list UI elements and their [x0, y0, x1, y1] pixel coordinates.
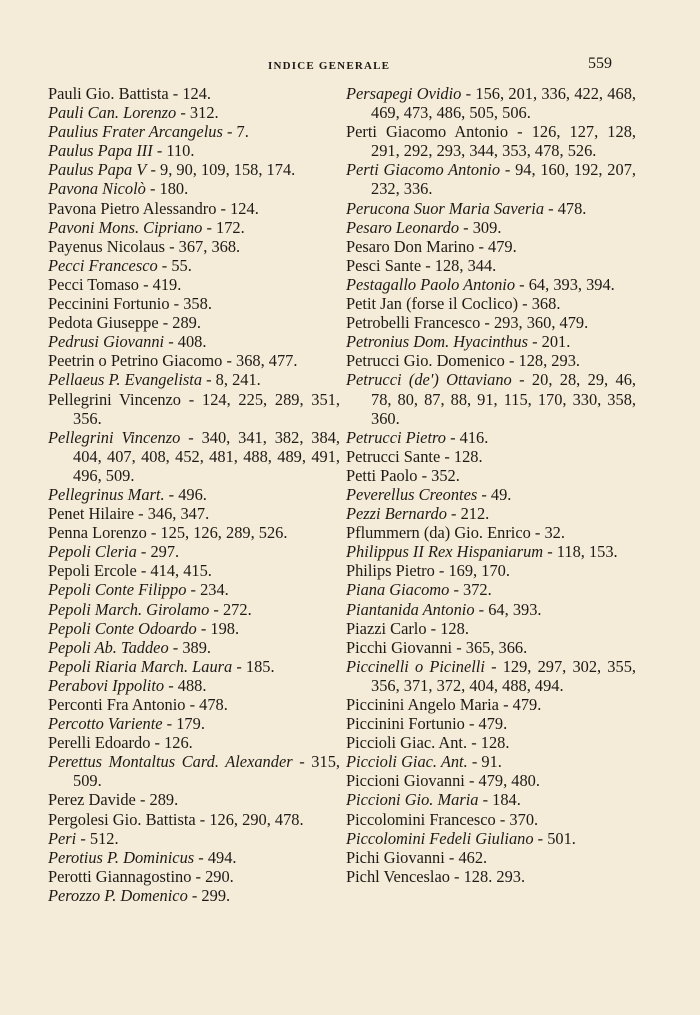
index-entry-name: Pauli Can. Lorenzo	[48, 103, 177, 123]
index-entry	[346, 580, 636, 599]
index-entry	[346, 771, 636, 790]
index-entry	[48, 810, 340, 829]
index-entry	[346, 714, 636, 733]
index-entry	[346, 504, 636, 523]
index-entry-pages: - 372.	[453, 580, 492, 600]
index-entry-pages: - 7.	[226, 122, 249, 142]
index-entry-name: Philippus II Rex Hispaniarum	[346, 542, 544, 562]
index-entry-name: Perettus Montaltus Card. Alexander	[48, 752, 293, 772]
index-entry-name: Piccioli Giac. Ant.	[346, 733, 468, 753]
index-entry-name: Piazzi Carlo	[346, 618, 427, 638]
index-entry-pages: - 346, 347.	[138, 504, 210, 524]
index-entry-name: Petti Paolo	[346, 465, 418, 485]
index-entry-name: Peri	[48, 828, 77, 848]
index-entry-name: Pavoni Mons. Cipriano	[48, 217, 203, 237]
index-entry-pages: - 315, 509.	[73, 752, 340, 791]
index-entry-pages: - 124, 225, 289, 351, 356.	[73, 389, 340, 428]
index-entry	[48, 848, 340, 867]
index-entry-pages: - 124.	[172, 84, 212, 103]
index-entry-pages: - 125, 126, 289, 526.	[150, 523, 288, 543]
index-entry-name: Piccioni Gio. Maria	[346, 790, 479, 810]
index-entry-name: Percotto Variente	[48, 714, 163, 734]
index-entry	[346, 122, 636, 160]
index-entry	[346, 218, 636, 237]
index-entry	[48, 84, 340, 103]
index-entry-pages: - 94, 160, 192, 207, 232, 336.	[371, 160, 636, 199]
index-entry-pages: - 479, 480.	[468, 771, 540, 791]
index-entry-name: Pecci Francesco	[48, 255, 158, 275]
index-entry	[346, 638, 636, 657]
index-entry-name: Perozzo P. Domenico	[48, 885, 188, 905]
index-entry-pages: - 128, 344.	[425, 255, 497, 275]
index-entry-pages: - 126, 290, 478.	[199, 809, 304, 829]
index-entry-pages: - 358.	[173, 294, 212, 314]
index-entry-name: Pedota Giuseppe	[48, 313, 159, 333]
index-entry-name: Peccinini Fortunio	[48, 294, 170, 314]
index-column-right	[346, 84, 636, 886]
index-entry-name: Piccolomini Francesco	[346, 809, 496, 829]
index-entry	[48, 179, 340, 198]
index-entry-pages: - 126, 127, 128, 291, 292, 293, 344, 353, 478, 526.	[371, 122, 636, 161]
index-entry	[48, 619, 340, 638]
index-entry-pages: - 180.	[149, 179, 189, 199]
index-entry-pages: - 128.	[430, 618, 469, 638]
index-entry-name: Penna Lorenzo	[48, 523, 147, 543]
index-entry-pages: - 419.	[143, 274, 182, 294]
index-entry	[48, 332, 340, 351]
index-entry-pages: - 201.	[532, 332, 571, 352]
index-entry-name: Picchi Giovanni	[346, 637, 453, 657]
index-entry-name: Payenus Nicolaus	[48, 236, 165, 256]
index-entry	[48, 600, 340, 619]
index-entry	[346, 447, 636, 466]
index-entry-name: Penet Hilaire	[48, 504, 135, 524]
index-entry	[48, 561, 340, 580]
index-entry-pages: - 309.	[463, 217, 502, 237]
index-entry-name: Persapegi Ovidio	[346, 84, 462, 103]
index-entry-name: Perabovi Ippolito	[48, 675, 165, 695]
index-entry	[346, 542, 636, 561]
index-entry-pages: - 462.	[448, 847, 488, 867]
index-entry-name: Pergolesi Gio. Battista	[48, 809, 196, 829]
index-entry-pages: - 128.	[444, 446, 483, 466]
index-entry	[48, 313, 340, 332]
index-entry	[346, 848, 636, 867]
index-entry-name: Pedrusi Giovanni	[48, 332, 165, 352]
index-entry	[48, 485, 340, 504]
index-entry-name: Perelli Edoardo	[48, 733, 151, 753]
index-entry-name: Peverellus Creontes	[346, 484, 478, 504]
index-entry-name: Perti Giacomo Antonio	[346, 122, 509, 142]
index-entry-name: Peetrin o Petrino Giacomo	[48, 351, 223, 371]
index-entry-name: Perconti Fra Antonio	[48, 695, 186, 714]
index-entry	[48, 542, 340, 561]
index-entry-pages: - 340, 341, 382, 384, 404, 407, 408, 452, 481, 488, 489, 491, 496, 509.	[73, 427, 340, 485]
index-entry	[346, 619, 636, 638]
index-entry-pages: - 272.	[213, 599, 252, 619]
index-entry-pages: - 64, 393.	[478, 599, 542, 619]
index-entry	[48, 523, 340, 542]
index-entry-pages: - 512.	[80, 828, 119, 848]
index-entry-name: Petronius Dom. Hyacinthus	[346, 332, 528, 352]
index-entry	[48, 141, 340, 160]
index-entry-pages: - 299.	[191, 885, 231, 905]
index-entry-name: Pepoli Riaria March. Laura	[48, 656, 233, 676]
index-entry-name: Pepoli Cleria	[48, 542, 137, 562]
index-entry	[346, 790, 636, 809]
index-entry-name: Petrobelli Francesco	[346, 313, 481, 333]
index-entry-pages: - 501.	[537, 828, 576, 848]
index-entry	[48, 752, 340, 790]
index-entry-pages: - 156, 201, 336, 422, 468, 469, 473, 486, 505, 506.	[371, 84, 636, 123]
index-entry-name: Piccinini Angelo Maria	[346, 695, 499, 714]
index-entry-name: Piccinelli o Picinelli	[346, 656, 485, 676]
index-entry-name: Piccolomini Fedeli Giuliano	[346, 828, 534, 848]
index-entry	[48, 237, 340, 256]
index-entry	[346, 829, 636, 848]
index-entry-pages: - 289.	[162, 313, 201, 333]
index-entry	[346, 600, 636, 619]
index-entry	[346, 733, 636, 752]
index-entry-pages: - 414, 415.	[140, 561, 212, 581]
index-entry-name: Piccioli Giac. Ant.	[346, 752, 468, 772]
index-entry-pages: - 494.	[198, 847, 237, 867]
index-entry	[346, 561, 636, 580]
index-entry	[346, 752, 636, 771]
index-entry-name: Philips Pietro	[346, 561, 435, 581]
index-entry-name: Pecci Tomaso	[48, 274, 139, 294]
index-entry-pages: - 9, 90, 109, 158, 174.	[150, 160, 296, 180]
index-entry-name: Pellegrinus Mart.	[48, 484, 165, 504]
index-entry-name: Pellaeus P. Evangelista	[48, 370, 203, 390]
index-entry	[48, 886, 340, 905]
running-head: INDICE GENERALE	[268, 60, 391, 72]
index-entry-pages: - 290.	[195, 866, 234, 886]
index-entry	[48, 504, 340, 523]
index-entry	[48, 351, 340, 370]
index-entry	[48, 790, 340, 809]
index-entry-pages: - 110.	[156, 141, 195, 161]
index-entry	[48, 103, 340, 122]
index-entry	[346, 84, 636, 122]
index-entry	[48, 657, 340, 676]
index-entry-pages: - 8, 241.	[206, 370, 261, 390]
index-entry-pages: - 169, 170.	[438, 561, 510, 581]
index-entry-name: Piccioni Giovanni	[346, 771, 465, 791]
index-entry-pages: - 352.	[421, 465, 460, 485]
index-entry-pages: - 479.	[478, 236, 517, 256]
index-entry-name: Pepoli Conte Odoardo	[48, 618, 197, 638]
index-entry-name: Pepoli Ercole	[48, 561, 137, 581]
index-entry	[48, 638, 340, 657]
index-entry-name: Petit Jan (forse il Coclico)	[346, 294, 519, 314]
index-entry	[48, 829, 340, 848]
index-entry-pages: - 55.	[161, 255, 192, 275]
index-entry-pages: - 312.	[180, 103, 219, 123]
index-entry	[48, 867, 340, 886]
index-entry	[346, 867, 636, 886]
index-entry-pages: - 234.	[190, 580, 229, 600]
index-entry	[346, 810, 636, 829]
index-entry-name: Petrucci (de') Ottaviano	[346, 370, 512, 390]
index-entry	[346, 313, 636, 332]
index-entry	[48, 390, 340, 428]
index-entry-pages: - 478.	[548, 198, 587, 218]
index-entry	[346, 256, 636, 275]
index-entry-pages: - 389.	[172, 637, 212, 657]
index-entry	[48, 218, 340, 237]
index-entry	[346, 275, 636, 294]
index-entry-name: Pesaro Don Marino	[346, 236, 475, 256]
index-entry	[346, 428, 636, 447]
index-entry-pages: - 488.	[168, 675, 207, 695]
index-entry-pages: - 479.	[468, 714, 508, 734]
index-entry	[48, 714, 340, 733]
index-entry	[346, 294, 636, 313]
index-entry-pages: - 128, 293.	[508, 351, 580, 371]
index-entry-pages: - 128.	[471, 733, 510, 753]
index-entry	[48, 256, 340, 275]
index-entry-name: Petrucci Pietro	[346, 427, 446, 447]
index-entry-name: Paulus Papa III	[48, 141, 153, 161]
index-entry-pages: - 128. 293.	[454, 866, 526, 886]
index-entry-name: Paulus Papa V	[48, 160, 147, 180]
index-entry	[48, 676, 340, 695]
index-entry	[346, 160, 636, 198]
index-entry-name: Piantanida Antonio	[346, 599, 475, 619]
index-entry-pages: - 416.	[450, 427, 489, 447]
index-entry-name: Pesci Sante	[346, 255, 422, 275]
index-entry-name: Pepoli Conte Filippo	[48, 580, 187, 600]
index-entry-pages: - 184.	[482, 790, 521, 810]
index-entry-name: Perti Giacomo Antonio	[346, 160, 501, 180]
index-entry-name: Pellegrini Vincenzo	[48, 427, 181, 447]
index-entry-name: Petrucci Sante	[346, 446, 441, 466]
index-column-left	[48, 84, 340, 905]
index-entry-name: Perotius P. Dominicus	[48, 847, 195, 867]
index-entry	[346, 657, 636, 695]
index-entry-pages: - 367, 368.	[169, 236, 241, 256]
index-entry-pages: - 408.	[168, 332, 207, 352]
index-entry-name: Perez Davide	[48, 790, 136, 810]
index-entry-pages: - 496.	[168, 484, 207, 504]
index-entry-name: Pezzi Bernardo	[346, 504, 447, 524]
index-entry	[48, 695, 340, 714]
index-entry-pages: - 64, 393, 394.	[519, 274, 615, 294]
index-entry	[48, 580, 340, 599]
index-entry-pages: - 124.	[220, 198, 259, 218]
index-entry-name: Pichl Venceslao	[346, 866, 450, 886]
index-entry-pages: - 20, 28, 29, 46, 78, 80, 87, 88, 91, 115, 170, 330, 358, 360.	[371, 370, 636, 428]
index-entry-name: Pflummern (da) Gio. Enrico	[346, 523, 531, 543]
index-entry-name: Paulius Frater Arcangelus	[48, 122, 223, 142]
index-entry-name: Piccinini Fortunio	[346, 714, 465, 734]
index-entry	[48, 199, 340, 218]
index-entry-pages: - 368.	[522, 294, 561, 314]
index-entry	[346, 466, 636, 485]
index-entry	[346, 695, 636, 714]
index-entry-name: Pavona Nicolò	[48, 179, 146, 199]
index-entry-pages: - 293, 360, 479.	[484, 313, 589, 333]
index-entry-pages: - 370.	[499, 809, 539, 829]
index-entry	[48, 160, 340, 179]
index-entry-name: Pauli Gio. Battista	[48, 84, 169, 103]
index-entry-name: Petrucci Gio. Domenico	[346, 351, 505, 371]
index-entry-pages: - 126.	[154, 733, 193, 753]
index-entry-pages: - 179.	[166, 714, 205, 734]
index-entry-name: Pavona Pietro Alessandro	[48, 198, 217, 218]
index-entry-pages: - 212.	[451, 504, 490, 524]
index-entry-pages: - 91.	[471, 752, 502, 772]
index-entry	[346, 370, 636, 427]
index-entry	[48, 275, 340, 294]
index-entry	[48, 428, 340, 485]
index-entry	[346, 523, 636, 542]
index-entry-pages: - 478.	[189, 695, 228, 714]
index-entry-name: Pepoli March. Girolamo	[48, 599, 210, 619]
index-entry-name: Pichi Giovanni	[346, 847, 445, 867]
index-entry-pages: - 185.	[236, 656, 275, 676]
index-entry-pages: - 198.	[200, 618, 240, 638]
index-entry	[346, 351, 636, 370]
index-entry-pages: - 479.	[503, 695, 542, 714]
index-entry-name: Perotti Giannagostino	[48, 866, 192, 886]
index-entry-pages: - 129, 297, 302, 355, 356, 371, 372, 404, 488, 494.	[371, 656, 636, 695]
index-entry	[346, 237, 636, 256]
index-entry	[48, 294, 340, 313]
index-entry-pages: - 289.	[139, 790, 179, 810]
index-entry	[346, 485, 636, 504]
index-entry-name: Perucona Suor Maria Saveria	[346, 198, 545, 218]
index-entry-name: Piana Giacomo	[346, 580, 450, 600]
index-entry	[48, 370, 340, 389]
index-entry-pages: - 365, 366.	[456, 637, 528, 657]
index-entry-name: Pepoli Ab. Taddeo	[48, 637, 169, 657]
index-entry-pages: - 32.	[534, 523, 565, 543]
index-entry-pages: - 118, 153.	[547, 542, 618, 562]
index-entry-name: Pesaro Leonardo	[346, 217, 460, 237]
page-number: 559	[588, 55, 612, 72]
index-entry	[48, 733, 340, 752]
index-entry-pages: - 368, 477.	[226, 351, 298, 371]
index-entry-pages: - 297.	[140, 542, 180, 562]
index-entry	[346, 199, 636, 218]
index-entry	[346, 332, 636, 351]
index-entry	[48, 122, 340, 141]
index-entry-pages: - 49.	[481, 484, 512, 504]
index-entry-name: Pestagallo Paolo Antonio	[346, 274, 516, 294]
index-entry-pages: - 172.	[206, 217, 245, 237]
index-entry-name: Pellegrini Vincenzo	[48, 389, 182, 409]
